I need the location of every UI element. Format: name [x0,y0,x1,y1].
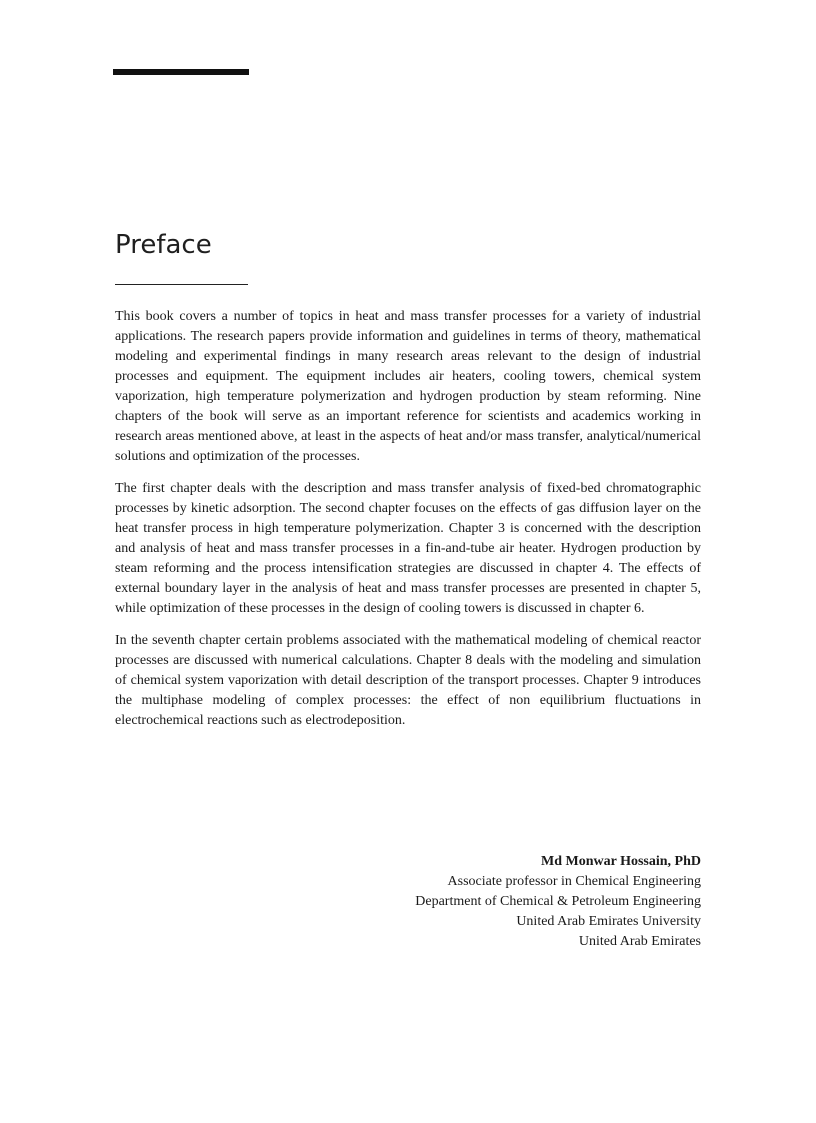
author-position: Associate professor in Chemical Engineering [447,874,701,889]
paragraph-1: This book covers a number of topics in heat and mass transfer processes for a variety of industrial applications. The research papers provide information and guidelines in terms of theory, mathematical modeling and experimental findings in many research areas relevant to the design of industrial processes and equipment. The equipment includes air heaters, cooling towers, chemical system vaporization, high temperature polymerization and hydrogen production by steam reforming. Nine chapters of the book will serve as an important reference for scientists and academics working in research areas mentioned above, at least in the aspects of heat and/or mass transfer, analytical/numerical solutions and optimization of the processes. [115,309,701,464]
paragraph-2: The first chapter deals with the description and mass transfer analysis of fixed-bed chromatographic processes by kinetic adsorption. The second chapter focuses on the effects of gas diffusion layer on the heat transfer process in high temperature polymerization. Chapter 3 is concerned with the description and analysis of heat and mass transfer processes in a fin-and-tube air heater. Hydrogen production by steam reforming and the process intensification strategies are discussed in chapter 4. The effects of external boundary layer in the analysis of heat and mass transfer processes are presented in chapter 5, while optimization of these processes in the design of cooling towers is discussed in chapter 6. [115,481,701,616]
chapter-top-rule [113,69,249,75]
title-underline-rule [115,284,248,285]
preface-body [115,307,701,743]
author-name: Md Monwar Hossain, PhD [541,854,701,869]
author-university: United Arab Emirates University [516,914,701,929]
author-department: Department of Chemical & Petroleum Engineering [415,894,701,909]
signature-block [415,852,701,952]
paragraph-3: In the seventh chapter certain problems associated with the mathematical modeling of chemical reactor processes are discussed with numerical calculations. Chapter 8 deals with the modeling and simulation of chemical system vaporization with detail description of the transport processes. Chapter 9 introduces the multiphase modeling of complex processes: the effect of non equilibrium fluctuations in electrochemical reactions such as electrodeposition. [115,633,701,728]
page-title: Preface [115,230,212,260]
author-country: United Arab Emirates [578,934,701,949]
